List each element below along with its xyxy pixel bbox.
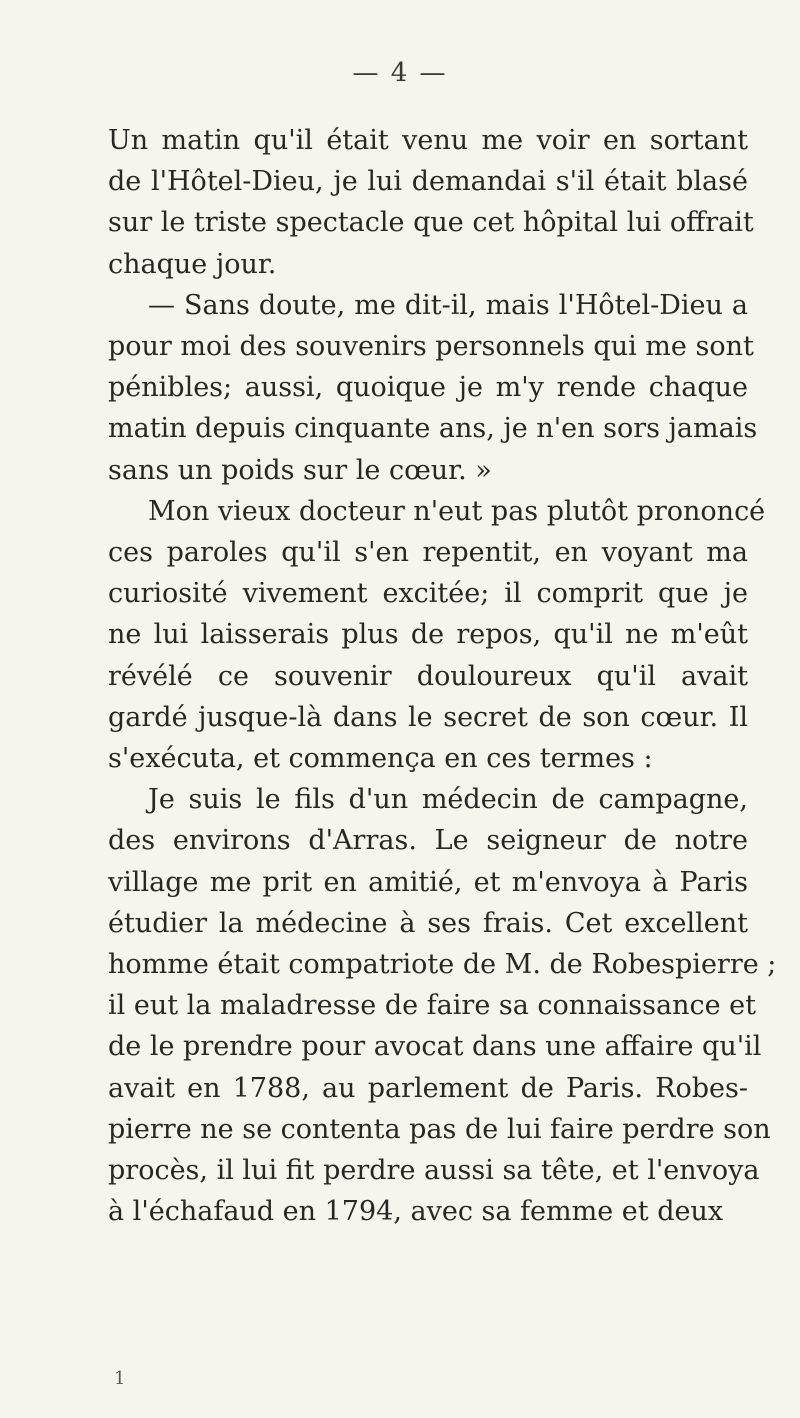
text-line: gardé jusque-là dans le secret de son cœur. Il (108, 701, 748, 733)
text-line: de l'Hôtel-Dieu, je lui demandai s'il était blasé (108, 166, 748, 198)
text-line: pour moi des souvenirs personnels qui me sont (108, 331, 754, 363)
text-line: homme était compatriote de M. de Robespierre ; (108, 949, 777, 981)
text-line: étudier la médecine à ses frais. Cet excellent (108, 907, 748, 939)
text-line: sans un poids sur le cœur. » (108, 454, 492, 486)
text-line: des environs d'Arras. Le seigneur de notre (108, 825, 748, 857)
text-line: ces paroles qu'il s'en repentit, en voyant ma (108, 537, 748, 569)
text-line: procès, il lui fit perdre aussi sa tête, et l'envoya (108, 1155, 760, 1187)
text-line: curiosité vivement excitée; il comprit que je (108, 578, 748, 610)
text-line: de le prendre pour avocat dans une affaire qu'il (108, 1031, 762, 1063)
text-line: Un matin qu'il était venu me voir en sortant (108, 125, 748, 156)
paragraph (108, 779, 777, 1232)
text-line: pierre ne se contenta pas de lui faire perdre son (108, 1113, 771, 1145)
text-line: Je suis le fils d'un médecin de campagne, (148, 784, 748, 816)
text-line: matin depuis cinquante ans, je n'en sors jamais (108, 413, 758, 445)
text-line: Mon vieux docteur n'eut pas plutôt prononcé (148, 495, 766, 527)
signature-mark: 1 (114, 1368, 126, 1389)
text-line: pénibles; aussi, quoique je m'y rende chaque (108, 372, 748, 404)
text-line: — Sans doute, me dit-il, mais l'Hôtel-Dieu a (148, 289, 748, 321)
page-number: — 4 — (352, 58, 448, 88)
body-text (108, 120, 777, 1232)
text-line: chaque jour. (108, 248, 277, 280)
text-line: sur le triste spectacle que cet hôpital lui offrait (108, 207, 754, 239)
text-line: il eut la maladresse de faire sa connaissance et (108, 990, 757, 1022)
text-line: village me prit en amitié, et m'envoya à Paris (108, 866, 748, 898)
text-line: à l'échafaud en 1794, avec sa femme et deux (108, 1196, 724, 1228)
paragraph (108, 120, 754, 285)
text-line: avait en 1788, au parlement de Paris. Robes- (108, 1072, 748, 1104)
text-line: s'exécuta, et commença en ces termes : (108, 743, 653, 775)
paragraph (108, 491, 766, 779)
paragraph (108, 285, 758, 491)
text-line: ne lui laisserais plus de repos, qu'il ne m'eût (108, 619, 748, 651)
text-line: révélé ce souvenir douloureux qu'il avait (108, 660, 748, 692)
